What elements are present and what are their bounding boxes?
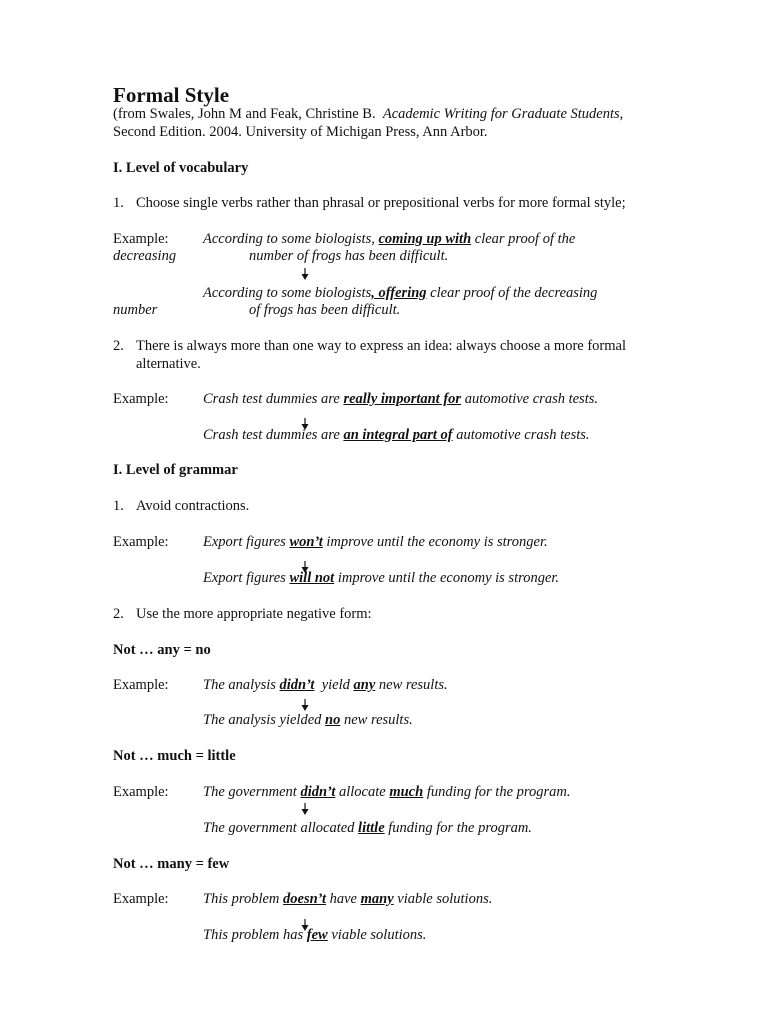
example-sentence-after: The analysis yielded no new results. [203,712,413,728]
highlight-phrase: didn’t [300,784,336,800]
list-number: 1. [113,195,124,211]
highlight-phrase: doesn’t [283,891,326,907]
example-sentence-before: The analysis didn’t yield any new results. [203,677,448,693]
example-sentence-after: Crash test dummies are an integral part of automotive crash tests. [203,427,590,443]
example-sentence-after: This problem has few viable solutions. [203,927,427,943]
down-arrow-icon [300,268,310,280]
source-citation-line1: (from Swales, John M and Feak, Christine B. Academic Writing for Graduate Students, [113,106,624,122]
list-number: 2. [113,606,124,622]
example-label: Example: [113,677,169,693]
highlight-phrase: really important for [343,391,462,407]
example-sentence-before: This problem doesn’t have many viable solutions. [203,891,493,907]
highlight-phrase: no [325,712,341,728]
list-item-text: There is always more than one way to express an idea: always choose a more formal [136,338,627,354]
example-wrap-word: number [113,302,158,318]
rule-label: Not … many = few [113,856,230,872]
highlight-phrase: coming up with [378,231,472,247]
rule-label: Not … any = no [113,642,211,658]
example-sentence-before: The government didn’t allocate much funding for the program. [203,784,571,800]
section-heading-vocabulary: I. Level of vocabulary [113,160,249,176]
example-sentence-after: The government allocated little funding for the program. [203,820,532,836]
example-sentence-after: Export figures will not improve until the economy is stronger. [203,570,560,586]
example-continuation: of frogs has been difficult. [249,302,401,318]
highlight-phrase: didn’t [279,677,315,693]
down-arrow-icon [300,699,310,711]
list-number: 2. [113,338,124,354]
rule-label: Not … much = little [113,748,236,764]
down-arrow-icon [300,803,310,815]
example-sentence-before: Crash test dummies are really important for automotive crash tests. [203,391,598,407]
book-title: Academic Writing for Graduate Students [382,106,620,122]
highlight-phrase: much [389,784,424,800]
page-title: Formal Style [113,83,230,107]
example-label: Example: [113,391,169,407]
highlight-phrase: won’t [289,534,323,550]
section-heading-grammar: I. Level of grammar [113,462,238,478]
source-citation-line2: Second Edition. 2004. University of Michigan Press, Ann Arbor. [113,124,488,140]
highlight-phrase: , offering [371,285,427,301]
highlight-phrase: any [353,677,376,693]
list-item-text: alternative. [136,356,201,372]
example-label: Example: [113,534,169,550]
example-label: Example: [113,784,169,800]
highlight-phrase: little [358,820,385,836]
example-label: Example: [113,891,169,907]
list-number: 1. [113,498,124,514]
highlight-phrase: few [306,927,328,943]
highlight-phrase: many [360,891,394,907]
example-label: Example: [113,231,169,247]
example-sentence-after: According to some biologists, offering clear proof of the decreasing [203,285,598,301]
example-sentence-before: According to some biologists, coming up with clear proof of the [203,231,576,247]
list-item-text: Use the more appropriate negative form: [136,606,372,622]
example-wrap-word: decreasing [113,248,177,264]
list-item-text: Choose single verbs rather than phrasal or prepositional verbs for more formal style; [136,195,626,211]
list-item-text: Avoid contractions. [136,498,250,514]
highlight-phrase: will not [289,570,335,586]
example-sentence-before: Export figures won’t improve until the economy is stronger. [203,534,548,550]
highlight-phrase: an integral part of [343,427,453,443]
example-continuation: number of frogs has been difficult. [249,248,449,264]
